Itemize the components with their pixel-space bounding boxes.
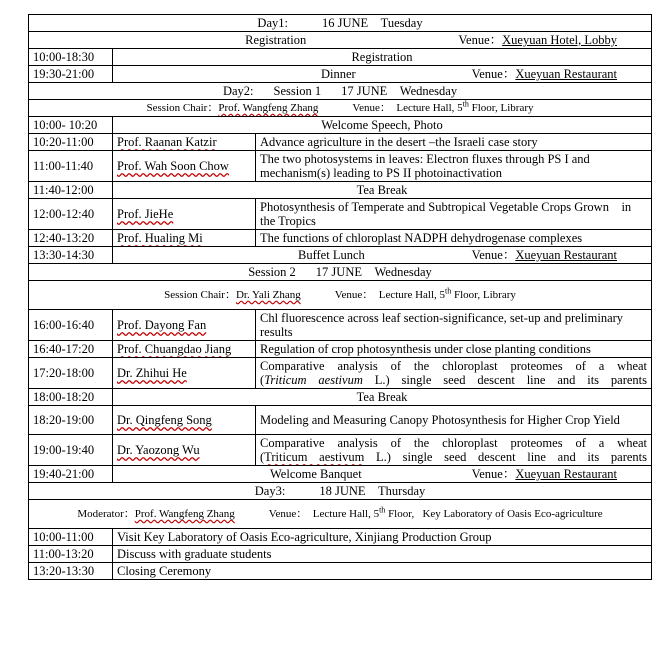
table-row [29, 310, 652, 341]
talk-title-cell: Modeling and Measuring Canopy Photosynthesis for Higher Crop Yield [256, 406, 652, 435]
session2-chair: Dr. Yali Zhang [235, 289, 301, 301]
speaker-name: Prof. Chuangdao Jiang [117, 342, 232, 356]
registration-cell [29, 32, 652, 49]
session2-venue-post: Floor, Library [451, 289, 516, 301]
session1-chair: Prof. Wangfeng Zhang [218, 102, 319, 114]
day2-session1-header-row [29, 83, 652, 100]
table-row [29, 182, 652, 199]
day3-moderator: Prof. Wangfeng Zhang [134, 508, 235, 520]
time-cell: 13:30-14:30 [29, 247, 113, 264]
table-row [29, 358, 652, 389]
talk-title-cell: Chl fluorescence across leaf section-significance, set-up and preliminary results [256, 310, 652, 341]
species-name: Triticum aestivum [264, 450, 365, 464]
registration-venue-label: Venue： [458, 33, 503, 47]
talk-title-cell: The two photosystems in leaves: Electron fluxes through PS I and mechanism(s) leading to PS II photoinactivation [256, 151, 652, 182]
day3-label: Day3: [254, 484, 286, 498]
table-row [29, 466, 652, 483]
day3-header-row [29, 483, 652, 500]
talk-title-line1: Comparative analysis of the chloroplast proteomes of a wheat [260, 359, 648, 373]
time-cell: 16:40-17:20 [29, 341, 113, 358]
talk-title-cell [256, 435, 652, 466]
event-cell [113, 66, 652, 83]
time-cell: 19:00-19:40 [29, 435, 113, 466]
day3-venue-extra: Key Laboratory of Oasis Eco-agriculture [422, 508, 603, 520]
session2-chair-label: Session Chair： [164, 289, 236, 301]
speaker-cell [113, 310, 256, 341]
session2-chair-cell [29, 281, 652, 310]
session2-chair-row [29, 281, 652, 310]
session1-label: Session 1 [273, 84, 322, 98]
day3-venue-label: Venue： [268, 508, 308, 520]
table-row [29, 529, 652, 546]
event-label: Welcome Banquet [270, 467, 362, 481]
table-row [29, 134, 652, 151]
time-cell: 19:30-21:00 [29, 66, 113, 83]
day1-header-row [29, 15, 652, 32]
talk-title-cell: Regulation of crop photosynthesis under close planting conditions [256, 341, 652, 358]
table-row [29, 151, 652, 182]
day3-date: 18 JUNE [319, 484, 366, 498]
day3-moderator-cell [29, 500, 652, 529]
registration-row [29, 32, 652, 49]
table-row [29, 546, 652, 563]
event-cell: Tea Break [113, 389, 652, 406]
session1-weekday: Wednesday [399, 84, 458, 98]
speaker-name: Dr. Zhihui He [117, 366, 187, 380]
talk-title-line2: (Triticum aestivum L.) single seed descent line and its parents [260, 450, 648, 464]
session1-chair-row [29, 100, 652, 117]
speaker-cell [113, 406, 256, 435]
table-row [29, 563, 652, 580]
time-cell: 12:40-13:20 [29, 230, 113, 247]
table-row [29, 247, 652, 264]
event-cell [113, 466, 652, 483]
venue-value: Xueyuan Restaurant [515, 67, 618, 81]
table-row [29, 389, 652, 406]
time-cell: 10:20-11:00 [29, 134, 113, 151]
session2-venue-sup: th [445, 286, 452, 296]
day1-date: 16 JUNE [321, 16, 369, 30]
speaker-cell [113, 230, 256, 247]
registration-venue: Xueyuan Hotel, Lobby [502, 33, 618, 47]
speaker-cell [113, 341, 256, 358]
time-cell: 11:40-12:00 [29, 182, 113, 199]
speaker-cell [113, 199, 256, 230]
speaker-cell [113, 151, 256, 182]
time-cell: 10:00- 10:20 [29, 117, 113, 134]
day3-moderator-label: Moderator： [77, 508, 135, 520]
session2-venue-label: Venue： [334, 289, 374, 301]
talk-title-cell: The functions of chloroplast NADPH dehydrogenase complexes [256, 230, 652, 247]
day3-venue-post: Floor, [385, 508, 415, 520]
session2-weekday: Wednesday [374, 265, 432, 279]
speaker-cell [113, 134, 256, 151]
session1-chair-label: Session Chair： [146, 102, 219, 114]
table-row [29, 199, 652, 230]
table-row [29, 435, 652, 466]
speaker-name: Prof. Dayong Fan [117, 318, 207, 332]
time-cell: 18:00-18:20 [29, 389, 113, 406]
event-cell: Closing Ceremony [113, 563, 652, 580]
speaker-cell [113, 435, 256, 466]
table-row [29, 66, 652, 83]
time-cell: 10:00-18:30 [29, 49, 113, 66]
table-row [29, 49, 652, 66]
session2-date: 17 JUNE [315, 265, 362, 279]
event-cell: Visit Key Laboratory of Oasis Eco-agriculture, Xinjiang Production Group [113, 529, 652, 546]
day2-session1-header [29, 83, 652, 100]
event-cell: Tea Break [113, 182, 652, 199]
schedule-table [28, 14, 652, 580]
session1-venue-post: Floor, Library [468, 102, 534, 114]
session2-header-row [29, 264, 652, 281]
venue-label: Venue： [471, 67, 516, 81]
speaker-name: Dr. Yaozong Wu [117, 443, 200, 457]
table-row [29, 341, 652, 358]
talk-title-line2-rest: L.) single seed descent line and its parents [364, 450, 648, 464]
day3-moderator-row [29, 500, 652, 529]
table-row [29, 406, 652, 435]
talk-title-cell: Advance agriculture in the desert –the Israeli case story [256, 134, 652, 151]
venue-value: Xueyuan Restaurant [515, 248, 618, 262]
event-cell: Discuss with graduate students [113, 546, 652, 563]
talk-title-cell: Photosynthesis of Temperate and Subtropical Vegetable Crops Grown in the Tropics [256, 199, 652, 230]
time-cell: 17:20-18:00 [29, 358, 113, 389]
table-row [29, 117, 652, 134]
time-cell: 19:40-21:00 [29, 466, 113, 483]
event-cell [113, 247, 652, 264]
talk-title-cell [256, 358, 652, 389]
speaker-name: Prof. Hualing Mi [117, 231, 203, 245]
session2-label: Session 2 [248, 265, 296, 279]
time-cell: 12:00-12:40 [29, 199, 113, 230]
time-cell: 11:00-11:40 [29, 151, 113, 182]
day1-label: Day1: [257, 16, 288, 30]
venue-value: Xueyuan Restaurant [515, 467, 618, 481]
speaker-name: Prof. JieHe [117, 207, 174, 221]
session2-header [29, 264, 652, 281]
event-cell: Registration [113, 49, 652, 66]
day3-header [29, 483, 652, 500]
talk-title-line1: Comparative analysis of the chloroplast proteomes of a wheat [260, 436, 648, 450]
event-label: Buffet Lunch [298, 248, 365, 262]
registration-title: Registration [245, 33, 307, 47]
speaker-name: Prof. Wah Soon Chow [117, 159, 229, 173]
day1-header [29, 15, 652, 32]
day3-venue-sup: th [379, 505, 386, 515]
speaker-name: Dr. Qingfeng Song [117, 413, 212, 427]
time-cell: 13:20-13:30 [29, 563, 113, 580]
session1-chair-cell [29, 100, 652, 117]
event-label: Dinner [321, 67, 356, 81]
time-cell: 10:00-11:00 [29, 529, 113, 546]
venue-label: Venue： [471, 467, 516, 481]
session1-venue-label: Venue： [352, 102, 391, 114]
talk-title-line2-rest: L.) single seed descent line and its parents [362, 373, 648, 387]
time-cell: 11:00-13:20 [29, 546, 113, 563]
time-cell: 16:00-16:40 [29, 310, 113, 341]
session1-venue-sup: th [462, 99, 469, 109]
event-cell: Welcome Speech, Photo [113, 117, 652, 134]
day3-venue-pre: Lecture Hall, 5 [312, 508, 380, 520]
session1-date: 17 JUNE [341, 84, 388, 98]
talk-title-line2: (Triticum aestivum L.) single seed descent line and its parents [260, 373, 648, 387]
time-cell: 18:20-19:00 [29, 406, 113, 435]
species-name: Triticum aestivum [264, 373, 363, 387]
day2-label: Day2: [222, 84, 254, 98]
speaker-name: Prof. Raanan Katzir [117, 135, 217, 149]
session1-venue-pre: Lecture Hall, 5 [396, 102, 463, 114]
day3-weekday: Thursday [378, 484, 426, 498]
session2-venue-pre: Lecture Hall, 5 [378, 289, 446, 301]
venue-label: Venue： [471, 248, 516, 262]
day1-weekday: Tuesday [380, 16, 423, 30]
speaker-cell [113, 358, 256, 389]
table-row [29, 230, 652, 247]
